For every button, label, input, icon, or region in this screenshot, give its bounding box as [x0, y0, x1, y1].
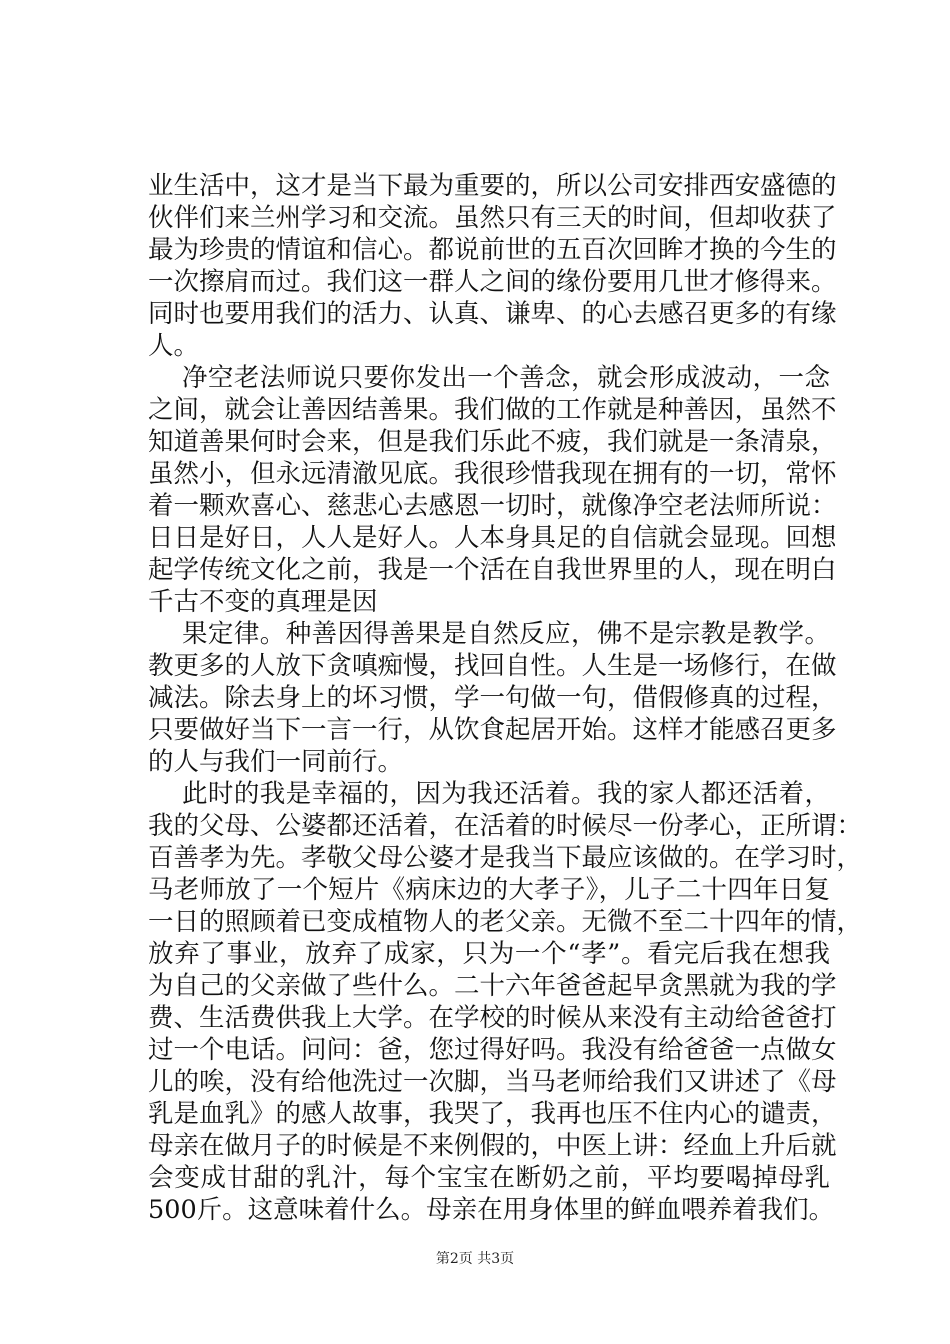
text-line: 500斤。这意味着什么。母亲在用身体里的鲜血喂养着我们。 — [148, 1195, 835, 1225]
text-line: 我的父母、公婆都还活着，在活着的时候尽一份孝心，正所谓： — [148, 811, 863, 841]
paragraph — [148, 170, 837, 362]
text-line: 放弃了事业，放弃了成家，只为一个“孝”。看完后我在想我 — [148, 939, 830, 969]
text-line: 为自己的父亲做了些什么。二十六年爸爸起早贪黑就为我的学 — [148, 971, 837, 1001]
text-line: 之间，就会让善因结善果。我们做的工作就是种善因，虽然不 — [148, 395, 837, 425]
text-line: 乳是血乳》的感人故事，我哭了，我再也压不住内心的谴责， — [148, 1099, 837, 1129]
paragraph — [148, 362, 837, 618]
text-line: 虽然小，但永远清澈见底。我很珍惜我现在拥有的一切，常怀 — [148, 459, 837, 489]
text-line: 马老师放了一个短片《病床边的大孝子》，儿子二十四年日复 — [148, 875, 830, 905]
text-line: 同时也要用我们的活力、认真、谦卑、的心去感召更多的有缘 — [148, 299, 837, 329]
body-text — [148, 170, 863, 1226]
paragraph — [148, 778, 863, 1226]
text-line: 净空老法师说只要你发出一个善念，就会形成波动，一念 — [182, 363, 830, 393]
text-line: 只要做好当下一言一行，从饮食起居开始。这样才能感召更多 — [148, 715, 837, 745]
text-line: 此时的我是幸福的，因为我还活着。我的家人都还活着， — [182, 779, 830, 809]
paragraph — [148, 618, 837, 778]
text-line: 减法。除去身上的坏习惯，学一句做一句，借假修真的过程， — [148, 683, 837, 713]
text-line: 一日的照顾着已变成植物人的老父亲。无微不至二十四年的情， — [148, 907, 863, 937]
text-line: 母亲在做月子的时候是不来例假的，中医上讲：经血上升后就 — [148, 1131, 837, 1161]
text-line: 着一颗欢喜心、慈悲心去感恩一切时，就像净空老法师所说： — [148, 491, 837, 521]
text-line: 过一个电话。问问：爸，您过得好吗。我没有给爸爸一点做女 — [148, 1035, 837, 1065]
text-line: 的人与我们一同前行。 — [148, 747, 404, 777]
text-line: 一次擦肩而过。我们这一群人之间的缘份要用几世才修得来。 — [148, 267, 837, 297]
text-line: 起学传统文化之前，我是一个活在自我世界里的人，现在明白 — [148, 555, 837, 585]
text-line: 业生活中，这才是当下最为重要的，所以公司安排西安盛德的 — [148, 171, 837, 201]
text-line: 伙伴们来兰州学习和交流。虽然只有三天的时间，但却收获了 — [148, 203, 837, 233]
text-line: 教更多的人放下贪嗔痴慢，找回自性。人生是一场修行，在做 — [148, 651, 837, 681]
text-line: 百善孝为先。孝敬父母公婆才是我当下最应该做的。在学习时， — [148, 843, 863, 873]
text-line: 人。 — [148, 331, 200, 361]
text-line: 果定律。种善因得善果是自然反应，佛不是宗教是教学。 — [182, 619, 830, 649]
text-line: 儿的唉，没有给他洗过一次脚，当马老师给我们又讲述了《母 — [148, 1067, 837, 1097]
text-line: 费、生活费供我上大学。在学校的时候从来没有主动给爸爸打 — [148, 1003, 837, 1033]
text-line: 知道善果何时会来，但是我们乐此不疲，我们就是一条清泉， — [148, 427, 837, 457]
text-line: 日日是好日，人人是好人。人本身具足的自信就会显现。回想 — [148, 523, 837, 553]
text-line: 最为珍贵的情谊和信心。都说前世的五百次回眸才换的今生的 — [148, 235, 837, 265]
text-line: 千古不变的真理是因 — [148, 587, 378, 617]
page-footer: 第2页 共3页 — [435, 1251, 515, 1267]
text-line: 会变成甘甜的乳汁，每个宝宝在断奶之前，平均要喝掉母乳 — [148, 1163, 830, 1193]
